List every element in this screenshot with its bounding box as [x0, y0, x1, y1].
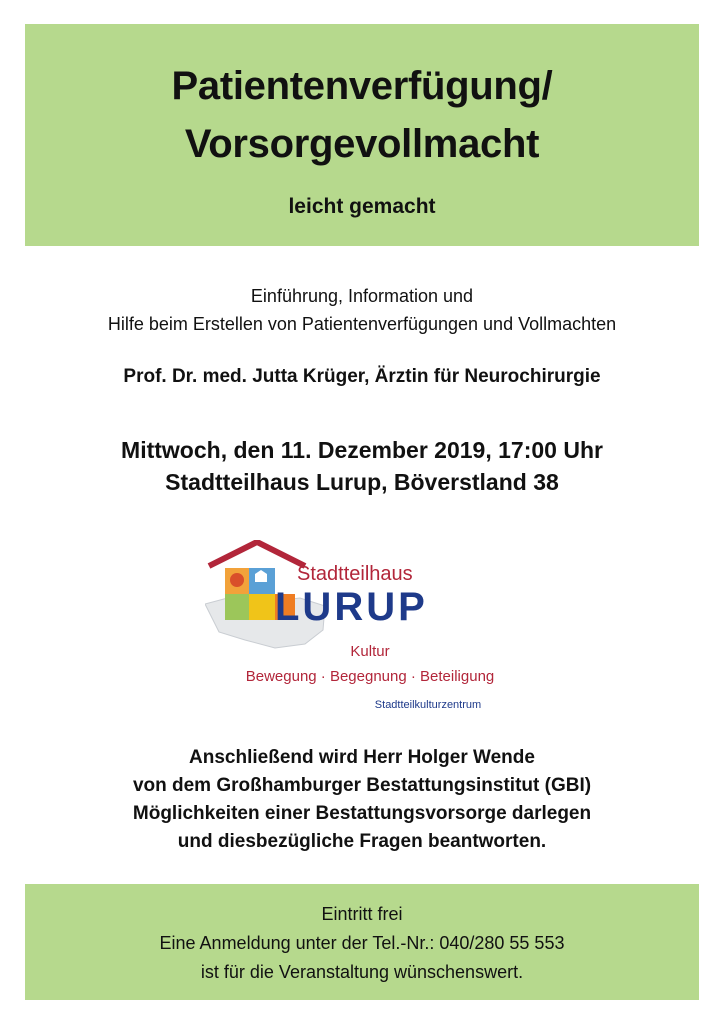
- intro-line-1: Einführung, Information und: [250, 286, 474, 306]
- roof-shape: [209, 542, 305, 566]
- sun-icon: [230, 573, 244, 587]
- event-location: Stadtteilhaus Lurup, Böverstland 38: [165, 469, 559, 495]
- page-title: [25, 57, 699, 173]
- logo-tagline-3: Stadtteilkulturzentrum: [374, 699, 482, 711]
- logo-name-main: LURUP: [275, 585, 428, 629]
- header-box: [25, 24, 699, 246]
- logo-name-top: Stadtteilhaus: [297, 563, 413, 585]
- closing-text: [0, 744, 724, 856]
- tile-green: [225, 594, 249, 620]
- subtitle: leicht gemacht: [288, 195, 436, 218]
- footer-box: [25, 884, 699, 1000]
- event-details: [0, 434, 724, 498]
- closing-line-1: Anschließend wird Herr Holger Wende: [189, 747, 535, 768]
- footer-line-2: Eine Anmeldung unter der Tel.-Nr.: 040/280 55 553: [159, 933, 565, 953]
- speaker: Prof. Dr. med. Jutta Krüger, Ärztin für Neurochirurgie: [123, 366, 601, 387]
- logo-tagline-1: Kultur: [350, 643, 390, 660]
- logo-tagline-2: Bewegung · Begegnung · Beteiligung: [245, 668, 495, 685]
- intro-line-2: Hilfe beim Erstellen von Patientenverfügungen und Vollmachten: [107, 314, 617, 334]
- footer-line-1: Eintritt frei: [321, 904, 403, 924]
- title-line-2: Vorsorgevollmacht: [184, 122, 540, 166]
- tile-yellow: [249, 594, 275, 620]
- title-line-1: Patientenverfügung/: [171, 64, 553, 108]
- event-date: Mittwoch, den 11. Dezember 2019, 17:00 Uhr: [121, 437, 603, 463]
- closing-line-2: von dem Großhamburger Bestattungsinstitut (GBI): [132, 775, 592, 796]
- closing-line-4: und diesbezügliche Fragen beantworten.: [177, 831, 547, 852]
- footer-line-3: ist für die Veranstaltung wünschenswert.: [200, 962, 524, 982]
- closing-line-3: Möglichkeiten einer Bestattungsvorsorge darlegen: [132, 803, 592, 824]
- intro-text: [0, 282, 724, 338]
- stadtteilhaus-lurup-logo: [205, 540, 495, 715]
